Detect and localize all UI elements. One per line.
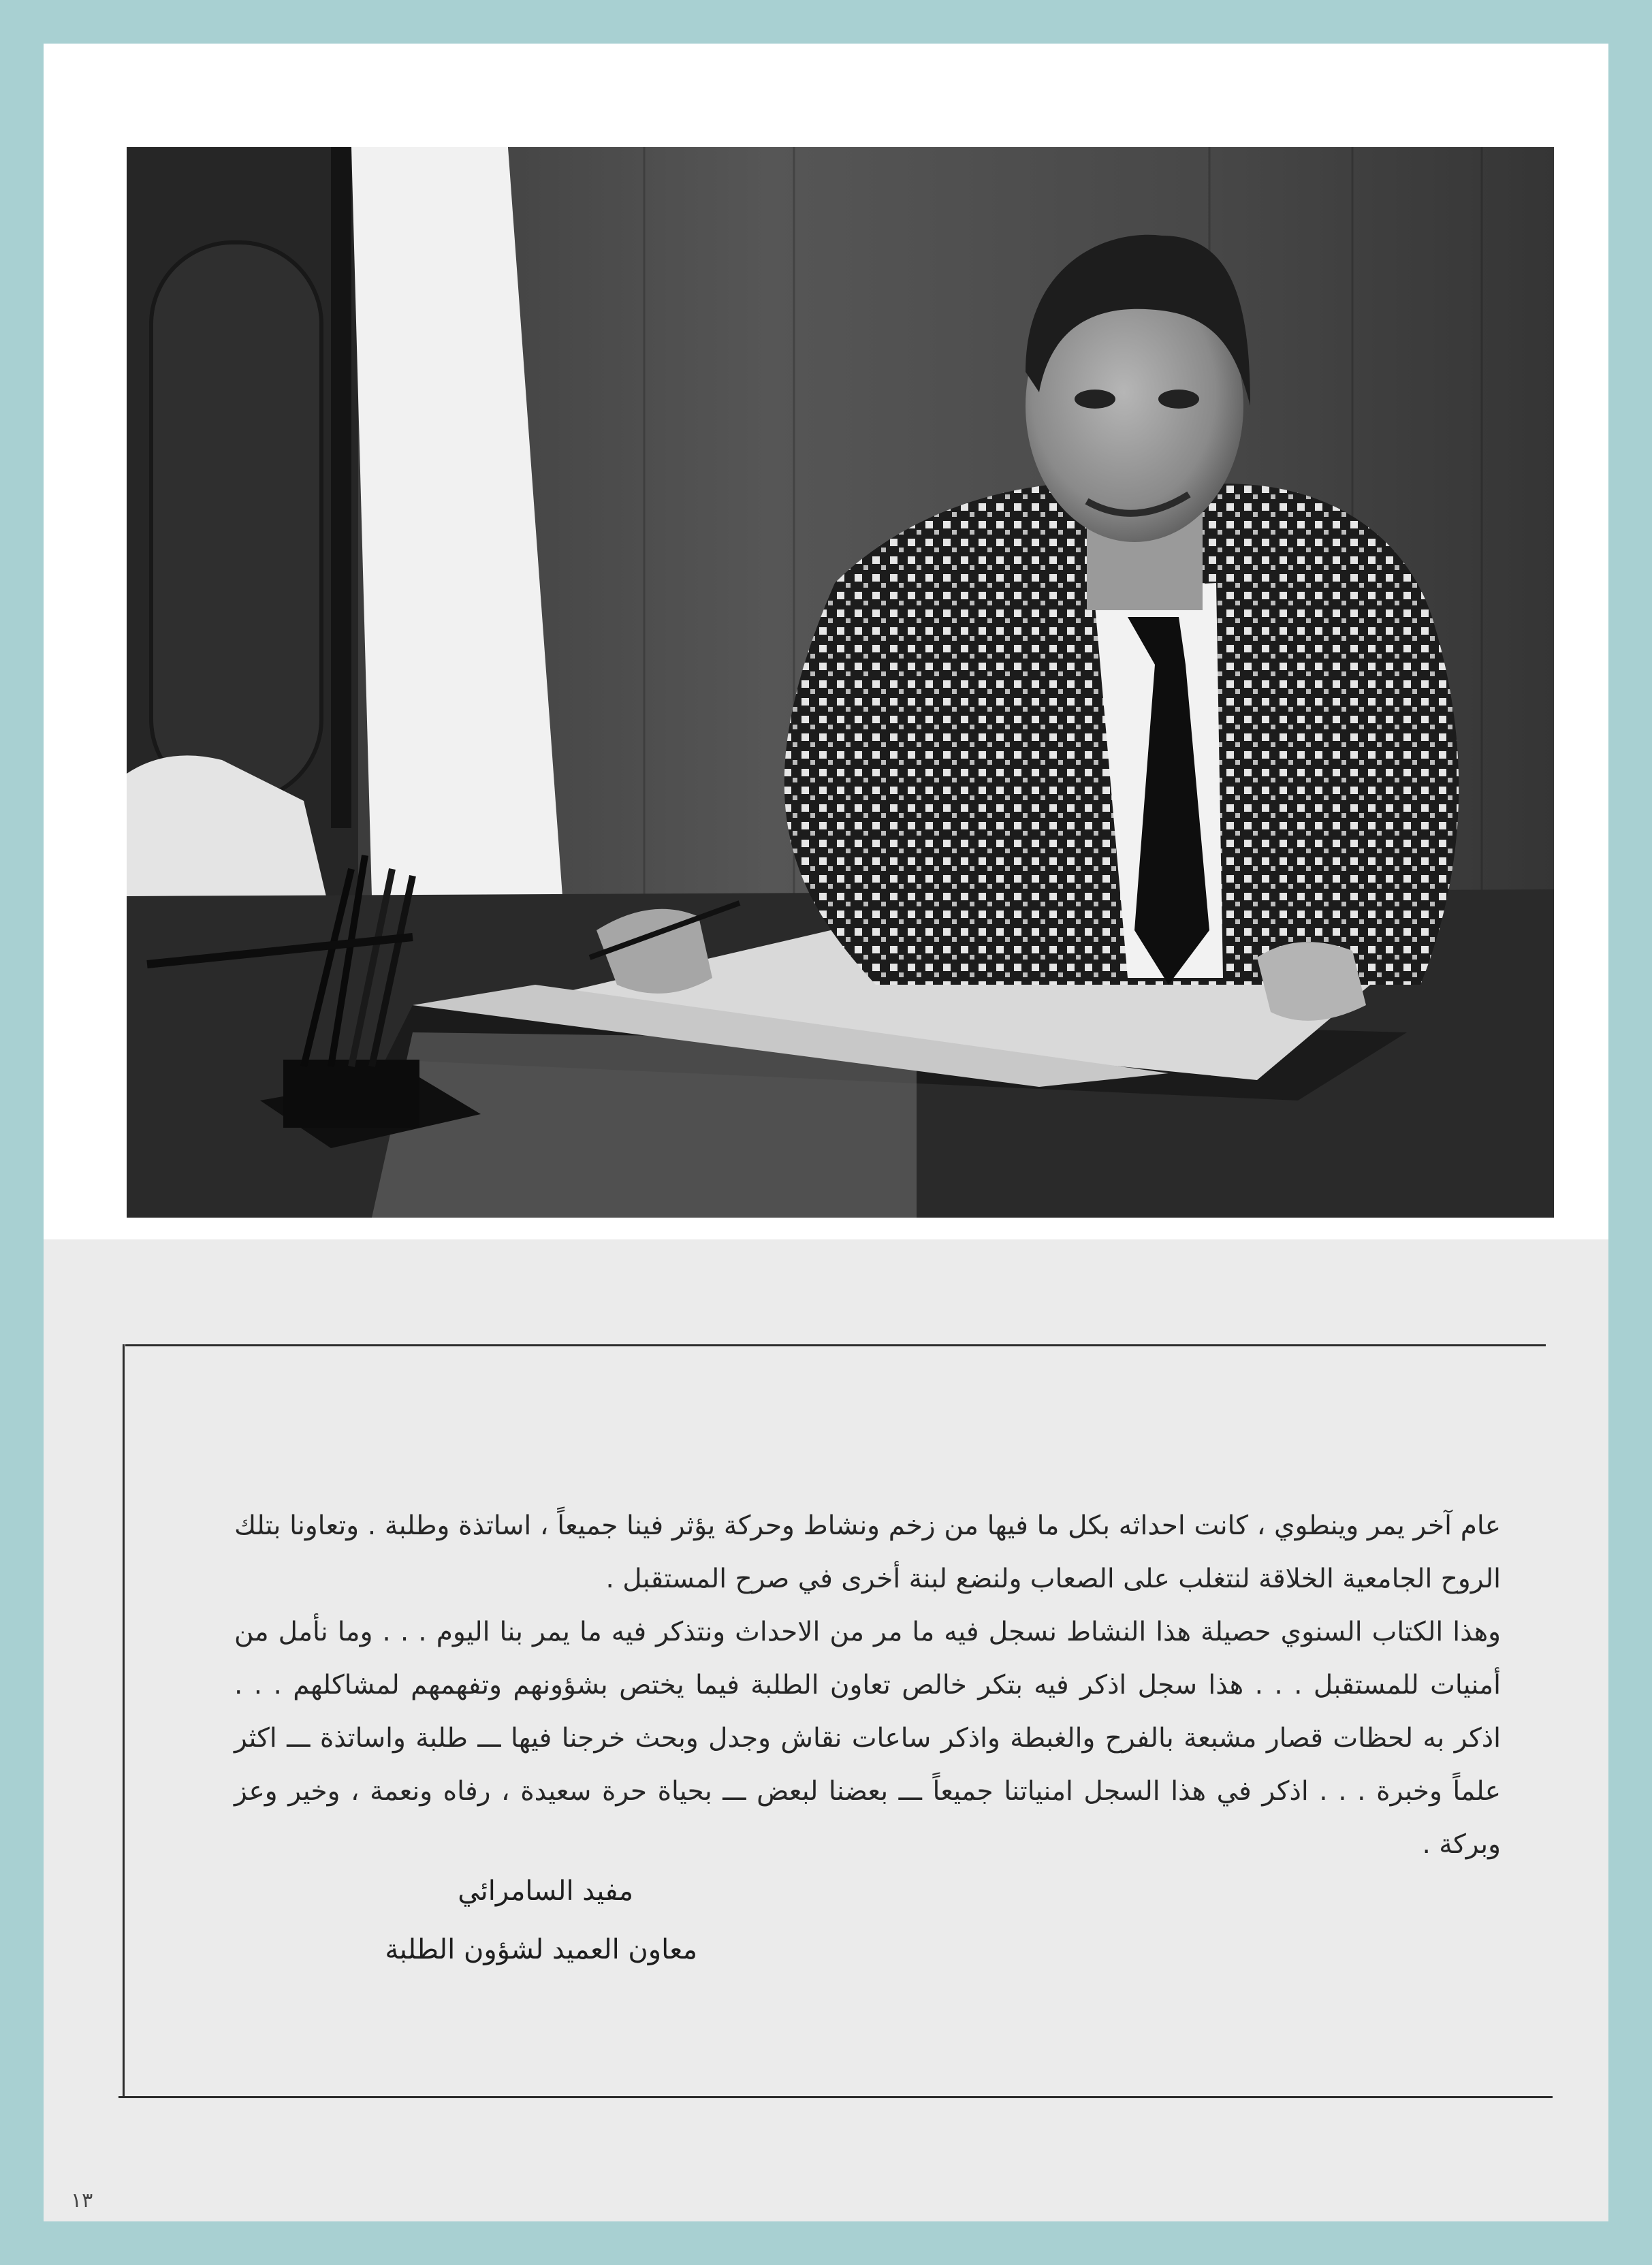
document-page [44,44,1608,2221]
signatory-title: معاون العميد لشؤون الطلبة [385,1934,697,1965]
photo-section [44,44,1608,1239]
foreword-paragraph: عام آخر يمر وينطوي ، كانت احداثه بكل ما فيها من زخم ونشاط وحركة يؤثر فينا جميعاً ، اساتذة وطلبة . وتعاونا بتلك الروح الجامعية الخلاقة لنتغلب على الصعاب ولنضع لبنة أخرى في صرح المستقبل . [234,1510,1501,1594]
foreword-text [234,1500,1501,1871]
portrait-photo [127,147,1554,1218]
frame-top-rule [125,1344,1546,1346]
signatory-name: مفيد السامرائي [458,1875,633,1907]
text-frame [118,1344,1553,2099]
frame-bottom-rule [118,2096,1553,2098]
page-number: ١٣ [71,2189,93,2213]
foreword-paragraph: وهذا الكتاب السنوي حصيلة هذا النشاط نسجل فيه ما مر من الاحداث ونتذكر فيه ما يمر بنا اليوم . . . وما نأمل من أمنيات للمستقبل . . . هذا سجل اذكر فيه بتكر خالص تعاون الطلبة فيما يختص بشؤونهم وتفهمهم لمشاكلهم . . . اذكر به لحظات قصار مشبعة بالفرح والغبطة واذكر ساعات نقاش وجدل وبحث خرجنا فيها ـــ طلبة واساتذة ـــ اكثر علماً وخبرة . . . اذكر في هذا السجل امنياتنا جميعاً ـــ بعضنا لبعض ـــ بحياة حرة سعيدة ، رفاه ونعمة ، وخير وعز وبركة . [234,1617,1501,1860]
frame-left-rule [123,1344,125,2098]
